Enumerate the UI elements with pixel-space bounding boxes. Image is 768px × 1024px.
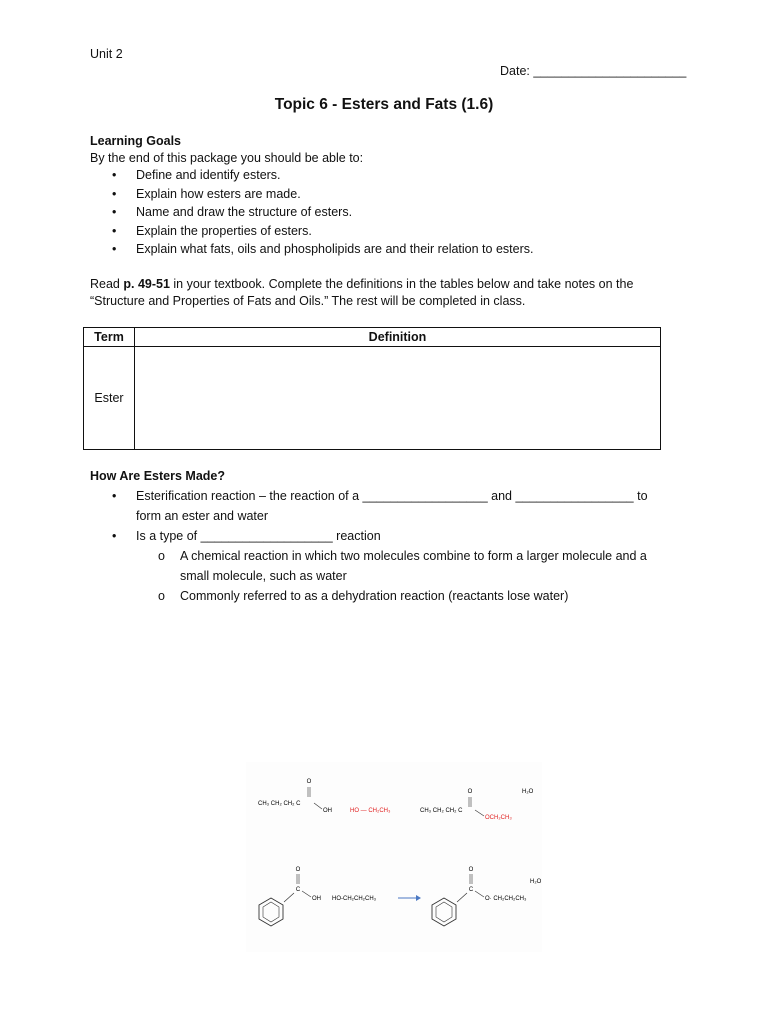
bullet-icon: • (112, 242, 117, 256)
learning-goals-heading: Learning Goals (90, 134, 181, 148)
list-item: • Esterification reaction – the reaction of a __________________ and _________________ to form an ester and water (112, 486, 652, 526)
list-item: • Explain what fats, oils and phospholipids are and their relation to esters. (112, 240, 533, 259)
learning-goals-list (112, 166, 533, 259)
bullet-icon: • (112, 186, 117, 201)
circle-bullet-icon: o (158, 549, 165, 563)
water-label: H₂O (530, 879, 542, 885)
reading-instructions: Read p. 49-51 in your textbook. Complete the definitions in the tables below and take notes on the “Structure and Properties of Fats and Oils.” The rest will be completed in class. (90, 277, 634, 308)
list-item: o A chemical reaction in which two molecules combine to form a larger molecule and a small molecule, such as water (158, 546, 670, 586)
table-row (84, 347, 661, 450)
how-made-heading: How Are Esters Made? (90, 469, 225, 483)
acid-chain-label: CH₃ CH₂ CH₂ C (258, 801, 301, 807)
hydroxyl-label: OH (312, 896, 321, 902)
list-item: • Name and draw the structure of esters. (112, 203, 533, 222)
carbon-label: C (468, 887, 474, 893)
page-reference: p. 49-51 (123, 277, 170, 291)
water-label: H₂O (522, 789, 534, 795)
alcohol-label: HO-CH₂CH₂CH₃ (332, 896, 377, 902)
list-item: • Define and identify esters. (112, 166, 533, 185)
hydroxyl-label: OH (323, 808, 332, 814)
list-item: o Commonly referred to as a dehydration reaction (reactants lose water) (158, 586, 670, 606)
list-item: • Explain how esters are made. (112, 185, 533, 204)
carbonyl-o-label: O (306, 779, 312, 785)
how-made-sublist (158, 546, 670, 606)
bullet-icon: • (112, 223, 117, 238)
definition-cell[interactable] (135, 347, 661, 450)
bullet-icon: • (112, 529, 117, 543)
carbonyl-o-label: O (467, 789, 473, 795)
figure-background (246, 762, 542, 952)
ester-group-label: OCH₂CH₃ (485, 815, 512, 821)
bullet-icon: • (112, 168, 117, 182)
how-made-list (112, 486, 652, 546)
esterification-figure (246, 762, 542, 952)
column-header-definition: Definition (135, 328, 661, 347)
list-item: • Explain the properties of esters. (112, 222, 533, 241)
carbon-label: C (295, 887, 301, 893)
term-cell: Ester (84, 347, 135, 450)
column-header-term: Term (84, 328, 135, 347)
learning-goals-intro: By the end of this package you should be able to: (90, 151, 364, 165)
carbonyl-o-label: O (468, 867, 474, 873)
date-field: Date: ______________________ (500, 64, 687, 78)
definition-table (83, 327, 661, 450)
page-title: Topic 6 - Esters and Fats (1.6) (274, 96, 494, 113)
list-item: • Is a type of ___________________ reaction (112, 526, 652, 546)
alcohol-label: HO — CH₂CH₃ (350, 808, 391, 814)
bullet-icon: • (112, 489, 117, 503)
circle-bullet-icon: o (158, 589, 165, 603)
unit-label: Unit 2 (90, 47, 123, 61)
ester-group-label: O· CH₂CH₂CH₃ (485, 896, 527, 902)
carbonyl-o-label: O (295, 867, 301, 873)
bullet-icon: • (112, 205, 117, 219)
ester-chain-label: CH₃ CH₂ CH₂ C (420, 808, 463, 814)
